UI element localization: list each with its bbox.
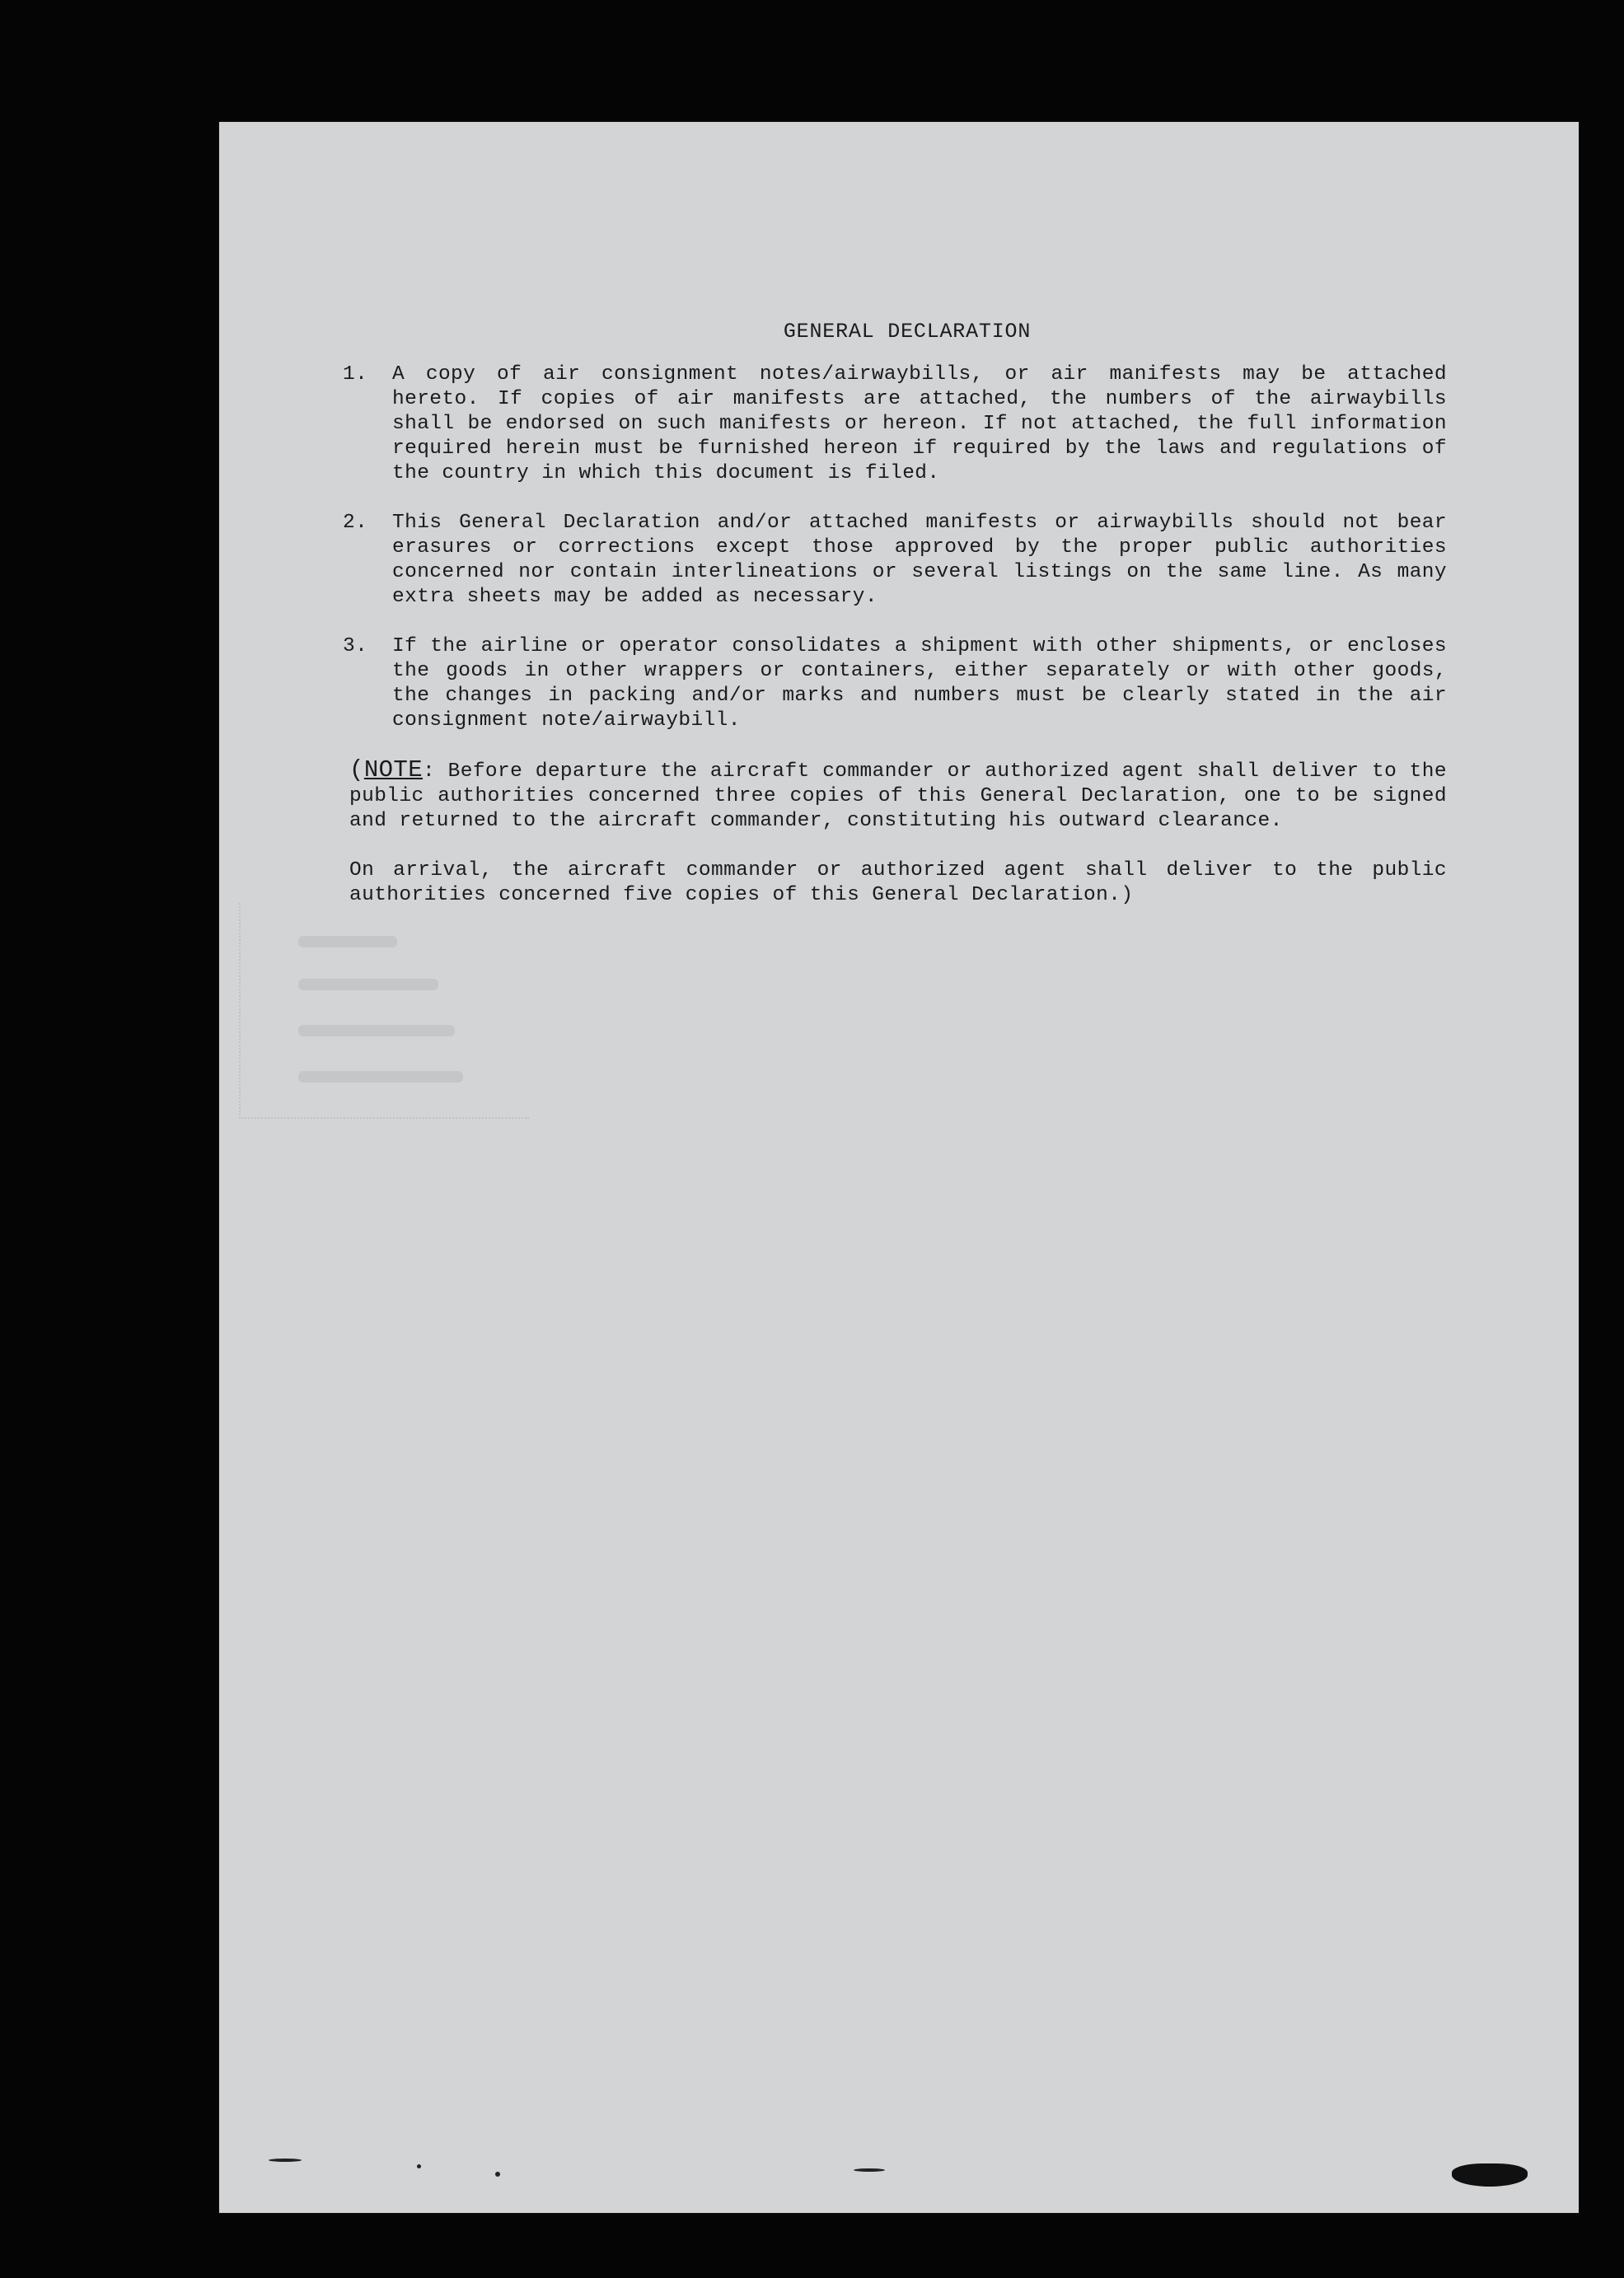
arrival-note: On arrival, the aircraft commander or authorized agent shall deliver to the public authorities concerned five copies of this General Declaration.): [349, 859, 1447, 906]
stamp-smudge: [298, 1071, 463, 1083]
declaration-item-2: [343, 511, 1447, 610]
scan-corner-blot: [1452, 2163, 1528, 2187]
note-label: NOTE: [363, 756, 424, 784]
scan-speck: [269, 2159, 302, 2162]
item-text: This General Declaration and/or attached manifests or airwaybills should not bear erasures or corrections except those approved by the proper public authorities concerned nor contain interlineations or several listings on the same line. As many extra sheets may be added as necessary.: [392, 512, 1447, 608]
scan-speck: [417, 2164, 421, 2168]
note-text: : Before departure the aircraft commander or authorized agent shall deliver to the public authorities concerned three copies of this General Declaration, one to be signed and returned to the aircraft commander, constituting his outward clearance.: [349, 760, 1447, 832]
faint-stamp-mark: [239, 903, 529, 1119]
declaration-item-1: [343, 363, 1447, 486]
item-text: If the airline or operator consolidates a shipment with other shipments, or encloses the goods in other wrappers or containers, either separately or with other goods, the changes in packing and/or marks and numbers must be clearly stated in the air consignment note/airwaybill.: [392, 635, 1447, 732]
document-title: GENERAL DECLARATION: [783, 320, 1032, 344]
item-number: 3.: [343, 635, 368, 657]
scan-speck: [495, 2172, 500, 2177]
item-text: A copy of air consignment notes/airwaybills, or air manifests may be attached hereto. If copies of air manifests are attached, the numbers of the airwaybills shall be endorsed on such manifests or hereon. If not attached, the full information required herein must be furnished hereon if required by the laws and regulations of the country in which this document is filed.: [392, 363, 1447, 484]
declaration-item-3: [343, 634, 1447, 733]
stamp-smudge: [298, 1025, 455, 1036]
item-number: 2.: [343, 512, 368, 534]
stamp-smudge: [298, 936, 397, 947]
stamp-smudge: [298, 979, 438, 990]
document-body: [343, 320, 1447, 908]
item-number: 1.: [343, 363, 368, 386]
note-open-paren: (: [349, 756, 364, 784]
document-page: [219, 122, 1579, 2213]
departure-note: [343, 758, 1447, 834]
scan-speck: [854, 2168, 885, 2172]
